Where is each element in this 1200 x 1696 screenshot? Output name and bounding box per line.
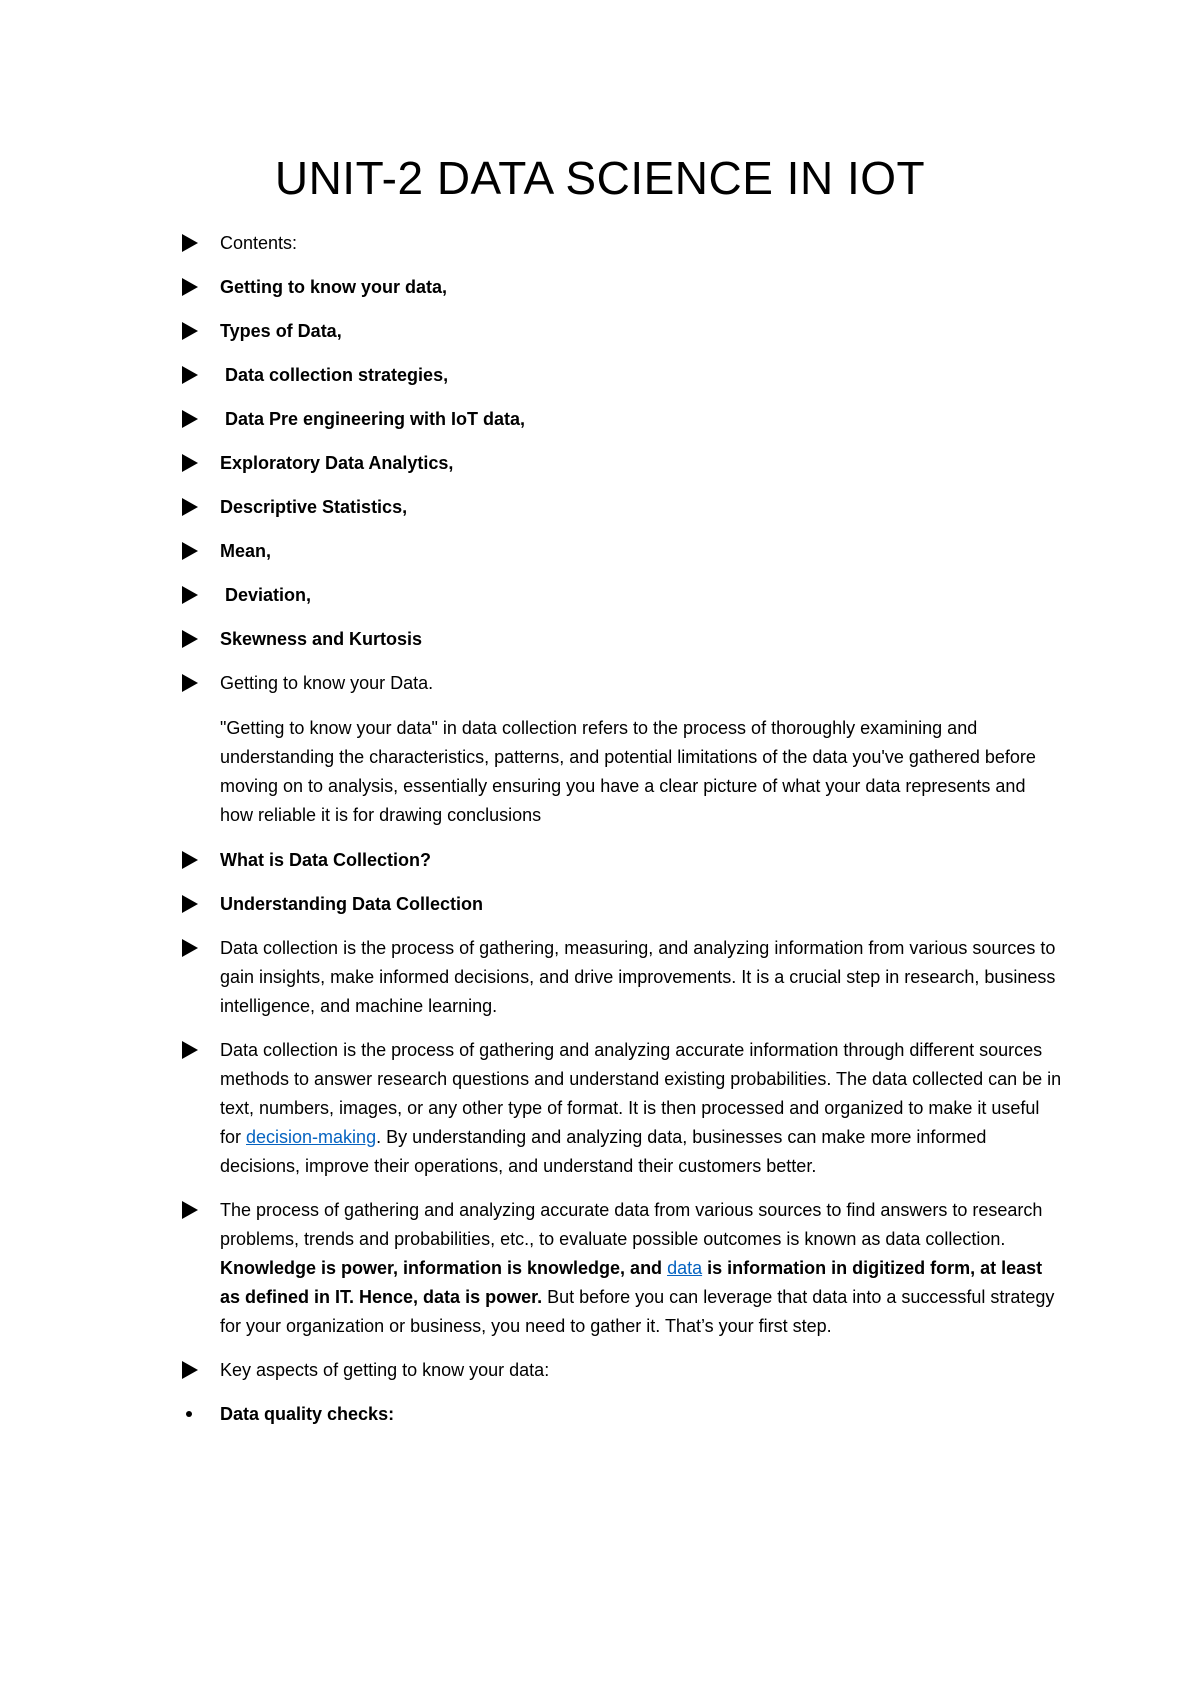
collection-bullet-2-text-a: Data collection is the process of gathering and analyzing accurate information through different sources methods to answer research questions and understand existing probabilities. The data collected can be in text, numbers, images, or any other type of format. It is then processed and organized to make it useful for xyxy=(220,1040,1062,1147)
document-body xyxy=(182,229,1062,1429)
contents-item-label: Data Pre engineering with IoT data, xyxy=(220,409,526,429)
data-collection-question-item xyxy=(182,846,1062,875)
arrow-bullet-icon xyxy=(182,234,198,252)
arrow-bullet-icon xyxy=(182,498,198,516)
contents-label-item xyxy=(182,229,1062,258)
intro-heading: Getting to know your Data. xyxy=(220,673,434,693)
arrow-bullet-icon xyxy=(182,1361,198,1379)
contents-item xyxy=(182,317,1062,346)
arrow-bullet-icon xyxy=(182,322,198,340)
knowledge-statement-rest: But before you can leverage that data into a successful strategy for your organization or business, you need to gather it. That’s your first step. xyxy=(220,1287,1055,1336)
contents-item-label: Exploratory Data Analytics, xyxy=(220,453,454,473)
arrow-bullet-icon xyxy=(182,895,198,913)
knowledge-statement-a: Knowledge is power, information is knowledge, and xyxy=(220,1258,668,1278)
data-link[interactable]: data xyxy=(667,1258,703,1278)
key-aspects-heading: Key aspects of getting to know your data: xyxy=(220,1360,550,1380)
arrow-bullet-icon xyxy=(182,1041,198,1059)
arrow-bullet-icon xyxy=(182,410,198,428)
document-title: UNIT-2 DATA SCIENCE IN IOT xyxy=(274,152,926,204)
arrow-bullet-icon xyxy=(182,939,198,957)
arrow-bullet-icon xyxy=(182,278,198,296)
arrow-bullet-icon xyxy=(182,542,198,560)
contents-item-label: Getting to know your data, xyxy=(220,277,448,297)
collection-bullet-2-text-b: . By understanding and analyzing data, businesses can make more informed decisions, improve their operations, and understand their customers better. xyxy=(220,1127,987,1176)
contents-item xyxy=(182,361,1062,390)
contents-item-label: Deviation, xyxy=(220,585,312,605)
collection-bullet-1-text: Data collection is the process of gathering, measuring, and analyzing information from various sources to gain insights, make informed decisions, and drive improvements. It is a crucial step in research, business intelligence, and machine learning. xyxy=(220,938,1056,1016)
arrow-bullet-icon xyxy=(182,674,198,692)
arrow-bullet-icon xyxy=(182,630,198,648)
arrow-bullet-icon xyxy=(182,1201,198,1219)
arrow-bullet-icon xyxy=(182,366,198,384)
collection-bullet-1 xyxy=(182,934,1062,1021)
arrow-bullet-icon xyxy=(182,851,198,869)
collection-bullet-2 xyxy=(182,1036,1062,1181)
data-quality-label: Data quality checks: xyxy=(220,1404,395,1424)
arrow-bullet-icon xyxy=(182,454,198,472)
contents-item xyxy=(182,449,1062,478)
understanding-heading-item xyxy=(182,890,1062,919)
knowledge-statement-b: is information in digitized form, at least as defined in IT. Hence, data is power. xyxy=(220,1258,1043,1307)
data-collection-question: What is Data Collection? xyxy=(220,850,432,870)
understanding-heading: Understanding Data Collection xyxy=(220,894,484,914)
contents-item-label: Descriptive Statistics, xyxy=(220,497,408,517)
intro-paragraph: "Getting to know your data" in data collection refers to the process of thoroughly examining and understanding the characteristics, patterns, and potential limitations of the data you've gathered before moving on to analysis, essentially ensuring you have a clear picture of what your data represents and how reliable it is for drawing conclusions xyxy=(220,718,1036,825)
decision-making-link[interactable]: decision-making xyxy=(246,1127,377,1147)
data-quality-item xyxy=(182,1400,1062,1429)
contents-item xyxy=(182,405,1062,434)
contents-item-label: Types of Data, xyxy=(220,321,342,341)
collection-bullet-3-text: The process of gathering and analyzing accurate data from various sources to find answers to research problems, trends and probabilities, etc., to evaluate possible outcomes is known as data collection. xyxy=(220,1200,1043,1249)
dot-bullet-icon xyxy=(186,1411,192,1417)
contents-item xyxy=(182,581,1062,610)
arrow-bullet-icon xyxy=(182,586,198,604)
contents-item-label: Mean, xyxy=(220,541,272,561)
contents-item-label: Skewness and Kurtosis xyxy=(220,629,423,649)
contents-item-label: Data collection strategies, xyxy=(220,365,449,385)
contents-label: Contents: xyxy=(220,233,298,253)
intro-heading-item xyxy=(182,669,1062,698)
collection-bullet-3 xyxy=(182,1196,1062,1341)
contents-item xyxy=(182,273,1062,302)
key-aspects-heading-item xyxy=(182,1356,1062,1385)
contents-item xyxy=(182,493,1062,522)
contents-item xyxy=(182,625,1062,654)
contents-item xyxy=(182,537,1062,566)
